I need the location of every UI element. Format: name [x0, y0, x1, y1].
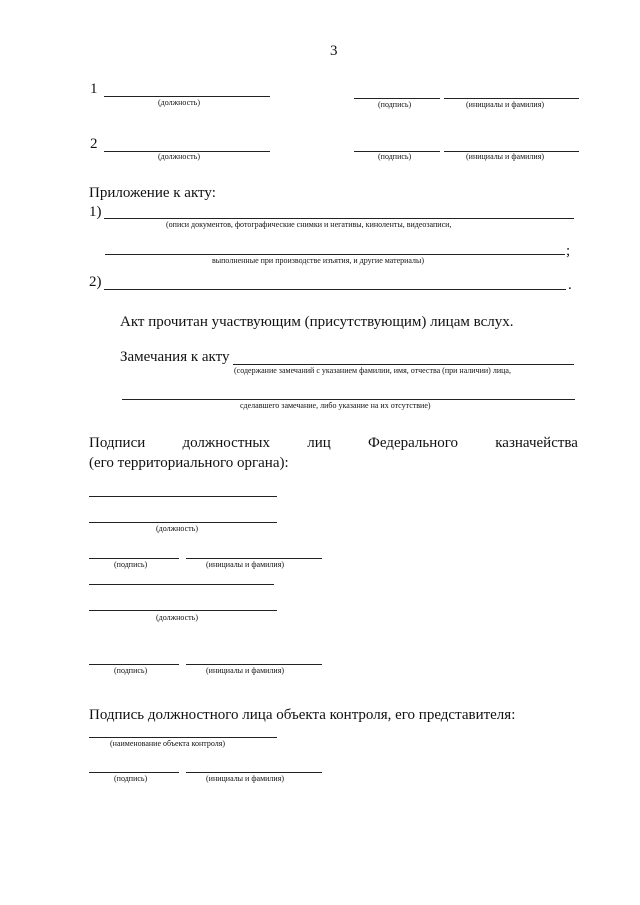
remarks-line	[233, 364, 574, 365]
signature-caption: (подпись)	[378, 100, 412, 109]
signer-number: 1	[90, 81, 98, 97]
control-object-initials-caption: (инициалы и фамилия)	[206, 774, 285, 783]
treasury-heading-word: Федерального	[368, 435, 459, 451]
control-object-signature-caption: (подпись)	[114, 774, 148, 783]
signature-line	[354, 98, 440, 99]
treasury-heading-word: Подписи	[89, 435, 146, 451]
appendix-item-2-number: 2)	[89, 274, 102, 290]
position-caption: (должность)	[156, 613, 198, 622]
remarks-label: Замечания к акту	[120, 349, 230, 365]
control-object-heading: Подпись должностного лица объекта контроля, его представителя:	[89, 707, 516, 723]
appendix-item-1-line	[104, 218, 574, 219]
blank-line	[89, 584, 274, 585]
control-object-initials-line	[186, 772, 322, 773]
page-number: 3	[330, 43, 338, 59]
name-caption: (инициалы и фамилия)	[206, 560, 285, 569]
signature-caption: (подпись)	[114, 560, 148, 569]
signature-line	[89, 664, 179, 665]
remarks-caption-2: сделавшего замечание, либо указание на их отсутствие)	[240, 401, 431, 410]
position-line	[104, 96, 270, 97]
signature-caption: (подпись)	[114, 666, 148, 675]
signer-number: 2	[90, 136, 98, 152]
treasury-heading	[89, 434, 578, 452]
name-line	[186, 558, 322, 559]
name-caption: (инициалы и фамилия)	[206, 666, 285, 675]
position-caption: (должность)	[158, 98, 200, 107]
read-aloud-statement: Акт прочитан участвующим (присутствующим) лицам вслух.	[120, 314, 514, 330]
control-object-signature-line	[89, 772, 179, 773]
treasury-heading-line-2: (его территориального органа):	[89, 455, 289, 471]
control-object-name-caption: (наименование объекта контроля)	[110, 739, 226, 748]
remarks-line-2	[122, 399, 575, 400]
remarks-caption: (содержание замечаний с указанием фамилии, имя, отчества (при наличии) лица,	[234, 366, 511, 375]
position-caption: (должность)	[158, 152, 200, 161]
position-caption: (должность)	[156, 524, 198, 533]
treasury-heading-word: лиц	[307, 435, 331, 451]
position-line	[89, 610, 277, 611]
control-object-name-line	[89, 737, 277, 738]
appendix-item-2-end: .	[568, 277, 572, 293]
signature-caption: (подпись)	[378, 152, 412, 161]
signature-line	[89, 558, 179, 559]
appendix-item-1-caption-2: выполненные при производстве изъятия, и другие материалы)	[212, 256, 425, 265]
blank-line	[89, 496, 277, 497]
name-caption: (инициалы и фамилия)	[466, 152, 545, 161]
appendix-item-2-line	[104, 289, 566, 290]
appendix-item-1-number: 1)	[89, 204, 102, 220]
appendix-heading: Приложение к акту:	[89, 185, 216, 201]
appendix-item-1-line-2	[105, 254, 565, 255]
treasury-heading-word: казначейства	[495, 435, 578, 451]
name-line	[444, 98, 579, 99]
position-line	[89, 522, 277, 523]
name-line	[186, 664, 322, 665]
appendix-item-1-caption: (описи документов, фотографические снимки и негативы, киноленты, видеозаписи,	[166, 220, 452, 229]
appendix-item-1-end: ;	[566, 243, 571, 259]
treasury-heading-word: должностных	[182, 435, 271, 451]
name-caption: (инициалы и фамилия)	[466, 100, 545, 109]
